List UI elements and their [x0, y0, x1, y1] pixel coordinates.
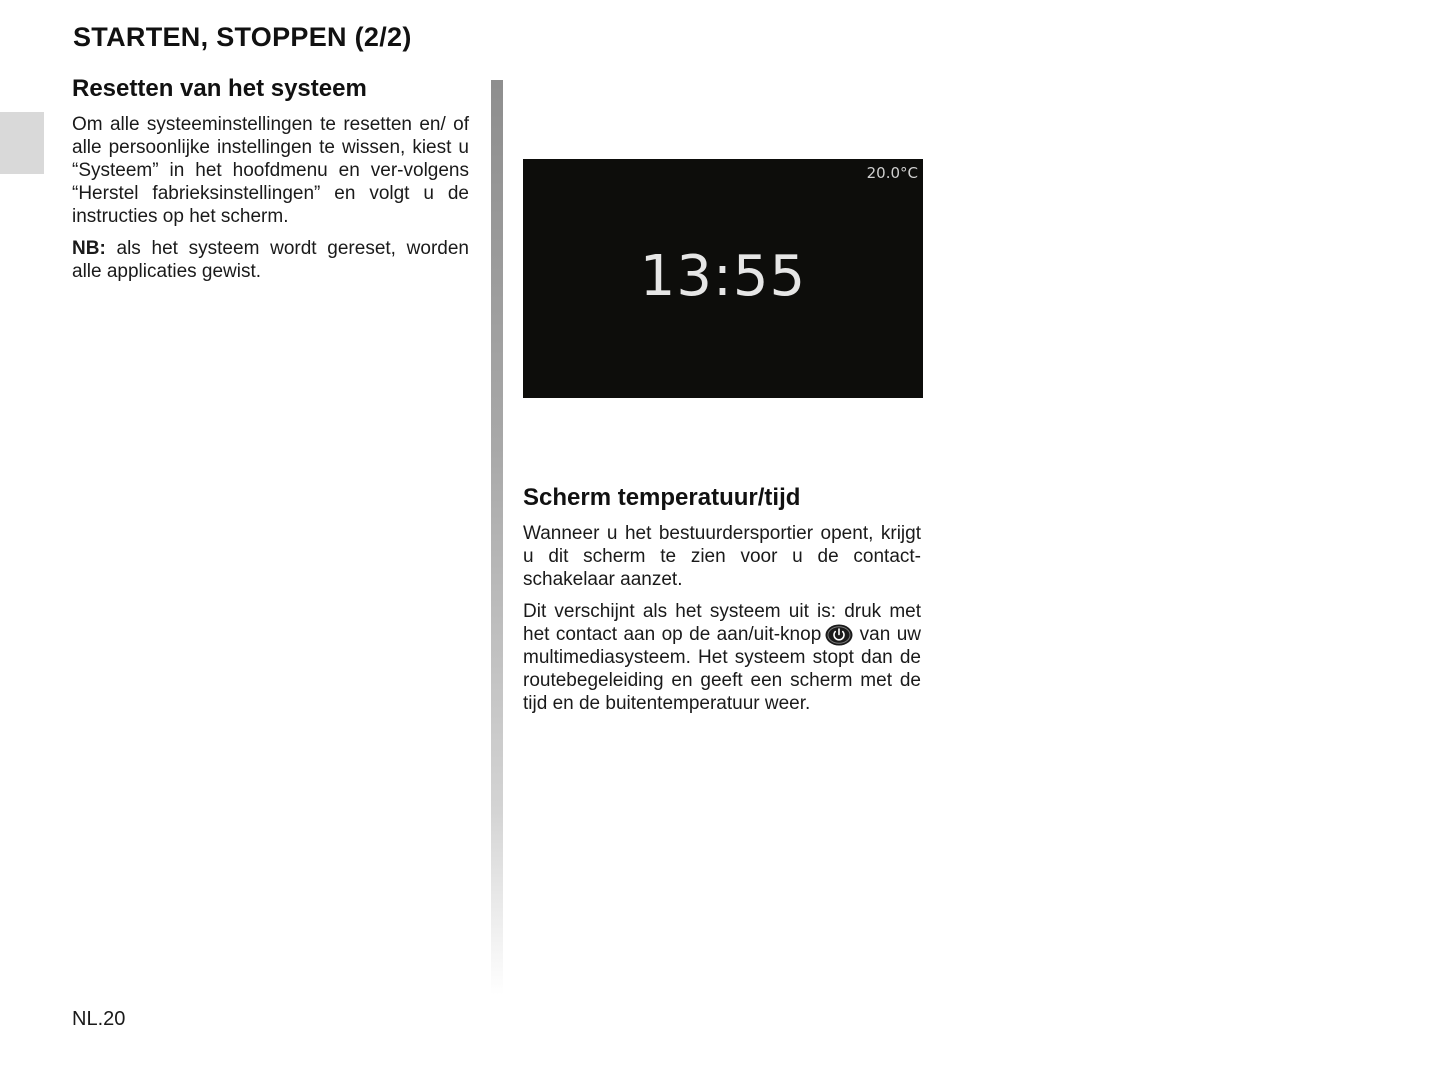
note-label: NB:	[72, 238, 106, 259]
side-tab-marker	[0, 112, 44, 174]
page-number: NL.20	[72, 1008, 126, 1030]
temp-time-paragraph-2	[523, 600, 921, 715]
temp-time-paragraph-1: Wanneer u het bestuurdersportier opent, krijgt u dit scherm te zien voor u de contact-schakelaar aanzet.	[523, 523, 921, 590]
temp-time-section	[523, 483, 921, 724]
reset-paragraph: Om alle systeeminstellingen te resetten en/ of alle persoonlijke instellingen te wissen, kiest u “Systeem” in het hoofdmenu en ver-volgens “Herstel fabrieksinstellingen” en volgt u de instructies op het scherm.	[72, 114, 469, 227]
paragraph-2-part-1: Dit verschijnt als het systeem uit is: druk met het contact aan op de aan/uit-knop	[523, 601, 921, 645]
power-button-icon	[825, 624, 853, 646]
page-title: STARTEN, STOPPEN (2/2)	[73, 22, 412, 52]
paragraph-2-part-2: van uw multimediasysteem. Het systeem stopt dan de routebegeleiding en geeft een scherm met de tijd en de buitentemperatuur weer.	[523, 624, 922, 714]
reset-heading: Resetten van het systeem	[72, 75, 367, 102]
column-divider	[491, 80, 503, 995]
temp-time-heading: Scherm temperatuur/tijd	[523, 484, 801, 511]
note-text: als het systeem wordt gereset, worden alle applicaties gewist.	[72, 238, 469, 282]
reset-section	[72, 74, 469, 292]
screen-temperature: 20.0°C	[866, 164, 918, 182]
screen-time: 13:55	[639, 244, 807, 309]
reset-note	[72, 237, 469, 283]
temperature-time-screen-image	[523, 159, 923, 398]
